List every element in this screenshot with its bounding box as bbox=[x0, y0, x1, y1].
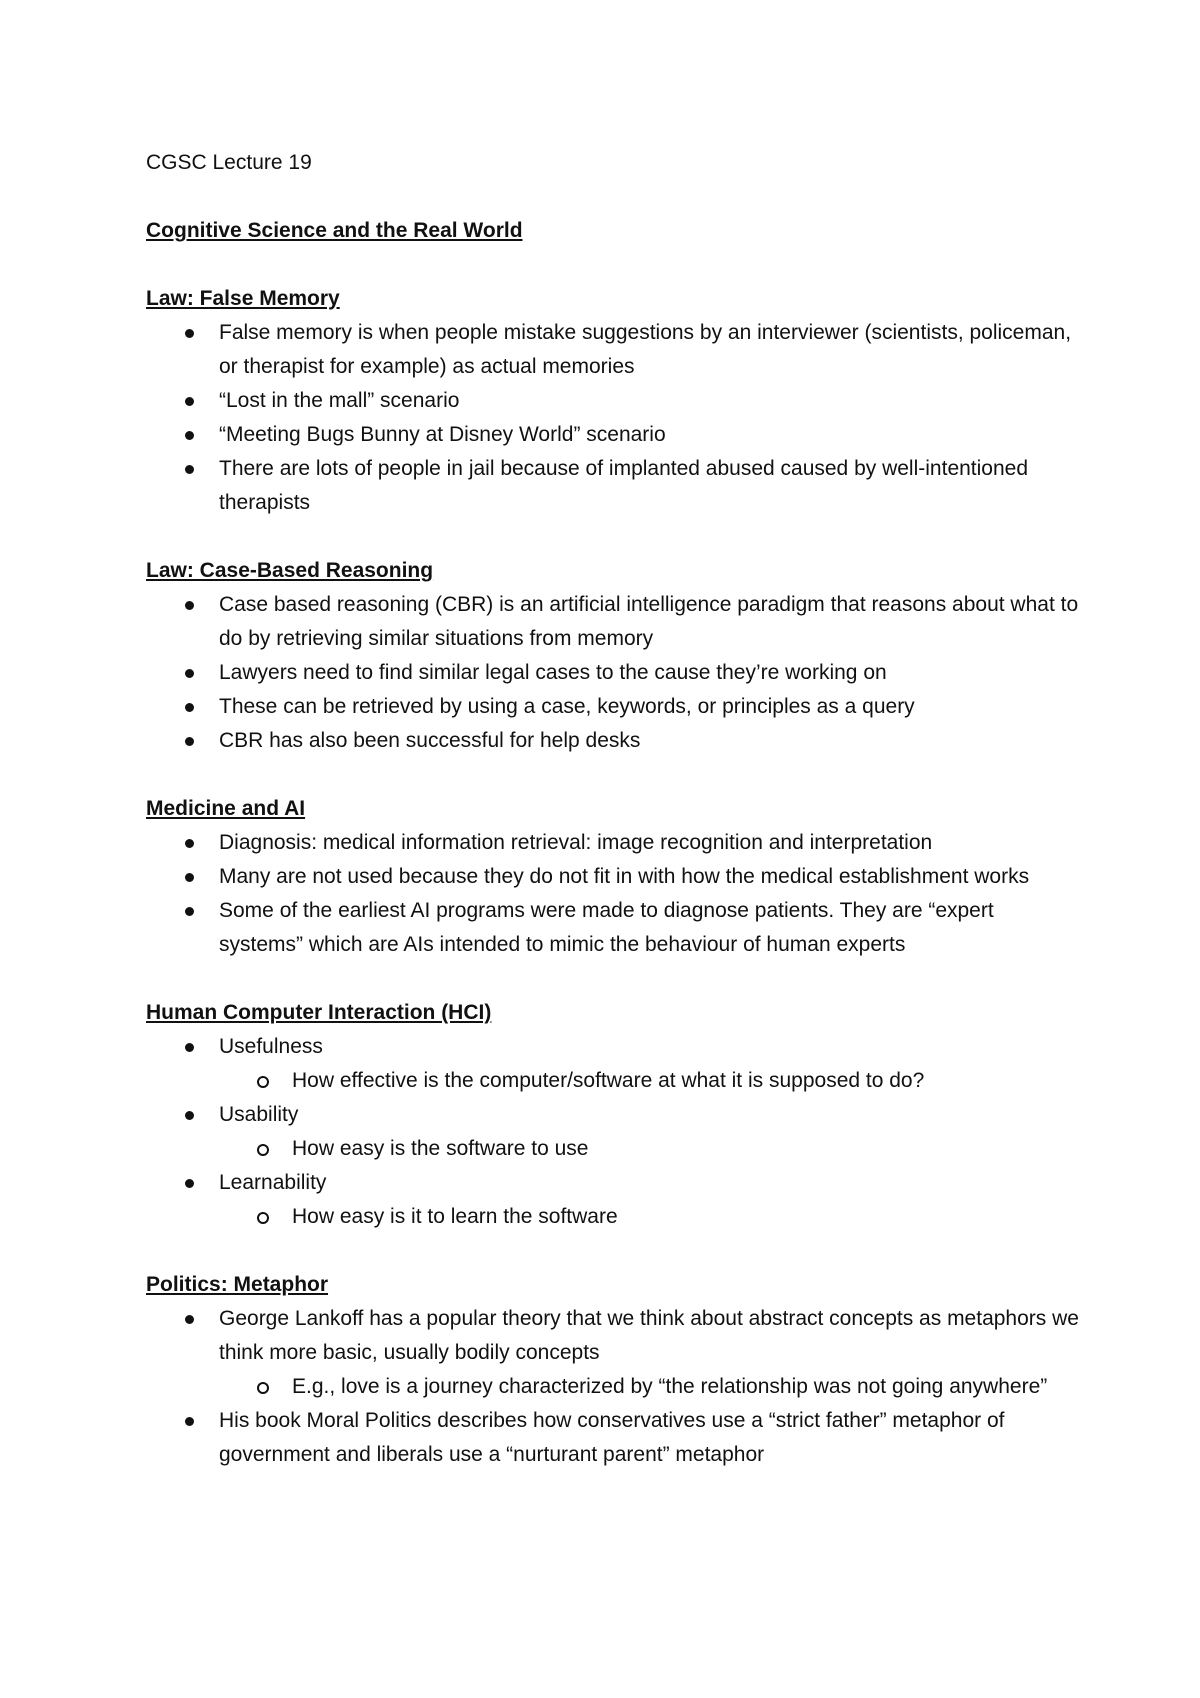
section-false-memory bbox=[146, 282, 1080, 520]
main-heading: Cognitive Science and the Real World bbox=[146, 219, 523, 242]
list-item: False memory is when people mistake suggestions by an interviewer (scientists, policeman, or therapist for example) as actual memories bbox=[146, 316, 1080, 384]
section-heading: Medicine and AI bbox=[146, 797, 306, 820]
sub-list-item: How effective is the computer/software at what it is supposed to do? bbox=[146, 1064, 1080, 1098]
list-item: These can be retrieved by using a case, keywords, or principles as a query bbox=[146, 690, 1080, 724]
section-heading: Politics: Metaphor bbox=[146, 1273, 329, 1296]
bullet-list bbox=[146, 1030, 1080, 1234]
list-item: Case based reasoning (CBR) is an artificial intelligence paradigm that reasons about what to do by retrieving similar situations from memory bbox=[146, 588, 1080, 656]
bullet-list bbox=[146, 1302, 1080, 1472]
list-item: “Meeting Bugs Bunny at Disney World” scenario bbox=[146, 418, 1080, 452]
section-heading: Law: Case-Based Reasoning bbox=[146, 559, 434, 582]
bullet-list bbox=[146, 316, 1080, 520]
section-heading: Law: False Memory bbox=[146, 287, 340, 310]
list-item: Diagnosis: medical information retrieval: image recognition and interpretation bbox=[146, 826, 1080, 860]
bullet-list bbox=[146, 588, 1080, 758]
section-heading: Human Computer Interaction (HCI) bbox=[146, 1001, 492, 1024]
list-item: Lawyers need to find similar legal cases to the cause they’re working on bbox=[146, 656, 1080, 690]
section-case-based-reasoning bbox=[146, 554, 1080, 758]
list-item: Usefulness bbox=[146, 1030, 1080, 1064]
list-item: Some of the earliest AI programs were made to diagnose patients. They are “expert systems” which are AIs intended to mimic the behaviour of human experts bbox=[146, 894, 1080, 962]
list-item: George Lankoff has a popular theory that we think about abstract concepts as metaphors we think more basic, usually bodily concepts bbox=[146, 1302, 1080, 1370]
section-medicine-ai bbox=[146, 792, 1080, 962]
list-item: Many are not used because they do not fit in with how the medical establishment works bbox=[146, 860, 1080, 894]
section-politics-metaphor bbox=[146, 1268, 1080, 1472]
section-hci bbox=[146, 996, 1080, 1234]
list-item: “Lost in the mall” scenario bbox=[146, 384, 1080, 418]
sub-list-item: How easy is the software to use bbox=[146, 1132, 1080, 1166]
document-title: CGSC Lecture 19 bbox=[146, 151, 312, 174]
list-item: Learnability bbox=[146, 1166, 1080, 1200]
bullet-list bbox=[146, 826, 1080, 962]
sub-list-item: E.g., love is a journey characterized by “the relationship was not going anywhere” bbox=[146, 1370, 1080, 1404]
list-item: There are lots of people in jail because of implanted abused caused by well-intentioned therapists bbox=[146, 452, 1080, 520]
list-item: His book Moral Politics describes how conservatives use a “strict father” metaphor of government and liberals use a “nurturant parent” metaphor bbox=[146, 1404, 1080, 1472]
sub-list-item: How easy is it to learn the software bbox=[146, 1200, 1080, 1234]
list-item: CBR has also been successful for help desks bbox=[146, 724, 1080, 758]
list-item: Usability bbox=[146, 1098, 1080, 1132]
